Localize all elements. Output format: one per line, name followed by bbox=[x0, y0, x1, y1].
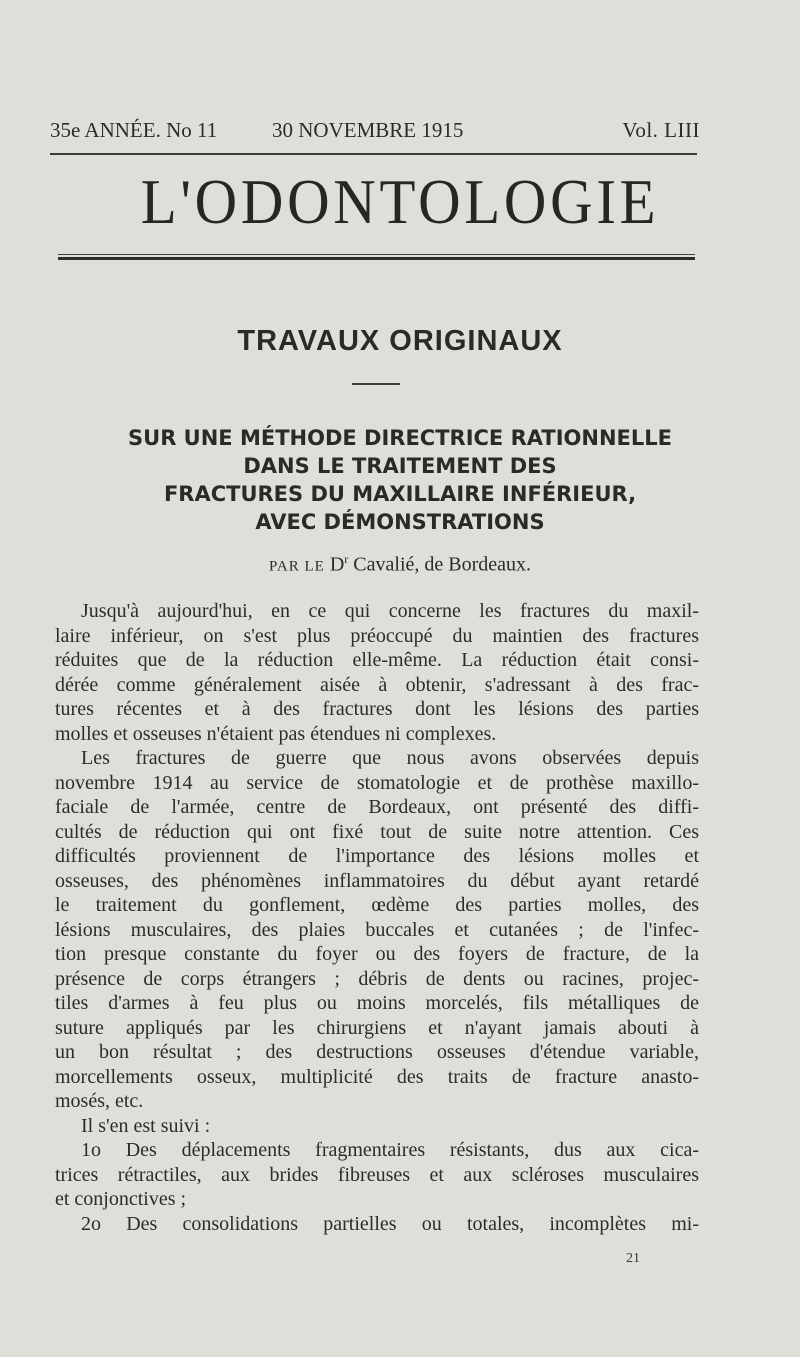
body-line: mosés, etc. bbox=[55, 1090, 144, 1112]
masthead bbox=[50, 118, 700, 148]
article-title-line: AVEC DÉMONSTRATIONS bbox=[255, 510, 545, 534]
byline bbox=[0, 552, 800, 577]
title-double-rule bbox=[58, 254, 695, 260]
masthead-date: 30 NOVEMBRE 1915 bbox=[272, 118, 464, 142]
article-title-line: FRACTURES DU MAXILLAIRE INFÉRIEUR, bbox=[163, 482, 637, 506]
body-line: morcellements osseux, multiplicité des traits de fracture anasto- bbox=[55, 1065, 699, 1088]
body-line: laire inférieur, on s'est plus préoccupé du maintien des fractures bbox=[55, 624, 699, 647]
body-line: réduites que de la réduction elle-même. La réduction était consi- bbox=[55, 649, 699, 671]
body-line: tiles d'armes à feu plus ou moins morcelés, fils métalliques de bbox=[55, 992, 699, 1014]
article-body bbox=[55, 599, 699, 1236]
body-line: Les fractures de guerre que nous avons observées depuis bbox=[81, 747, 699, 769]
byline-author: Cavalié bbox=[353, 553, 415, 576]
article-title bbox=[60, 424, 740, 536]
masthead-issue: 35e ANNÉE. No 11 bbox=[50, 118, 218, 142]
article-title-line: SUR UNE MÉTHODE DIRECTRICE RATIONNELLE bbox=[128, 426, 672, 450]
body-line: trices rétractiles, aux brides fibreuses et aux scléroses musculaires bbox=[55, 1163, 699, 1186]
byline-place: , de Bordeaux. bbox=[414, 553, 532, 576]
body-line: novembre 1914 au service de stomatologie et de prothèse maxillo- bbox=[55, 771, 699, 794]
article-title-line: DANS LE TRAITEMENT DES bbox=[243, 454, 557, 478]
body-line: faciale de l'armée, centre de Bordeaux, ont présenté des diffi- bbox=[55, 796, 699, 818]
body-line: difficultés proviennent de l'importance des lésions molles et bbox=[55, 845, 699, 867]
body-line: Il s'en est suivi : bbox=[81, 1114, 211, 1137]
body-line: un bon résultat ; des destructions osseuses d'étendue variable, bbox=[55, 1041, 699, 1063]
body-line: Jusqu'à aujourd'hui, en ce qui concerne les fractures du maxil- bbox=[81, 600, 699, 622]
body-line: 2o Des consolidations partielles ou totales, incomplètes mi- bbox=[81, 1212, 699, 1235]
body-line: présence de corps étrangers ; débris de dents ou racines, projec- bbox=[55, 967, 699, 990]
body-line: 1o Des déplacements fragmentaires résistants, dus aux cica- bbox=[81, 1139, 699, 1161]
body-line: tion presque constante du foyer ou des foyers de fracture, de la bbox=[55, 943, 699, 965]
byline-dr-sup: r bbox=[344, 552, 349, 566]
section-divider bbox=[352, 383, 400, 385]
body-line: tures récentes et à des fractures dont les lésions des parties bbox=[55, 698, 699, 720]
body-line: cultés de réduction qui ont fixé tout de suite notre attention. Ces bbox=[55, 820, 699, 843]
masthead-rule bbox=[50, 153, 697, 155]
section-heading: TRAVAUX ORIGINAUX bbox=[237, 325, 563, 357]
body-line: dérée comme généralement aisée à obtenir, s'adressant à des frac- bbox=[55, 673, 699, 696]
body-line: molles et osseuses n'étaient pas étendues ni complexes. bbox=[55, 722, 497, 745]
page-number: 21 bbox=[626, 1251, 640, 1266]
masthead-volume: Vol. LIII bbox=[622, 118, 700, 142]
journal-title: L'ODONTOLOGIE bbox=[140, 166, 660, 237]
body-line: le traitement du gonflement, œdème des parties molles, des bbox=[55, 894, 699, 916]
body-line: osseuses, des phénomènes inflammatoires du début ayant retardé bbox=[55, 869, 699, 892]
byline-par-le: PAR LE bbox=[268, 558, 325, 575]
body-line: suture appliqués par les chirurgiens et n'ayant jamais abouti à bbox=[55, 1016, 699, 1039]
body-line: et conjonctives ; bbox=[55, 1188, 187, 1210]
byline-dr: D bbox=[329, 553, 345, 576]
body-line: lésions musculaires, des plaies buccales et cutanées ; de l'infec- bbox=[55, 918, 699, 941]
